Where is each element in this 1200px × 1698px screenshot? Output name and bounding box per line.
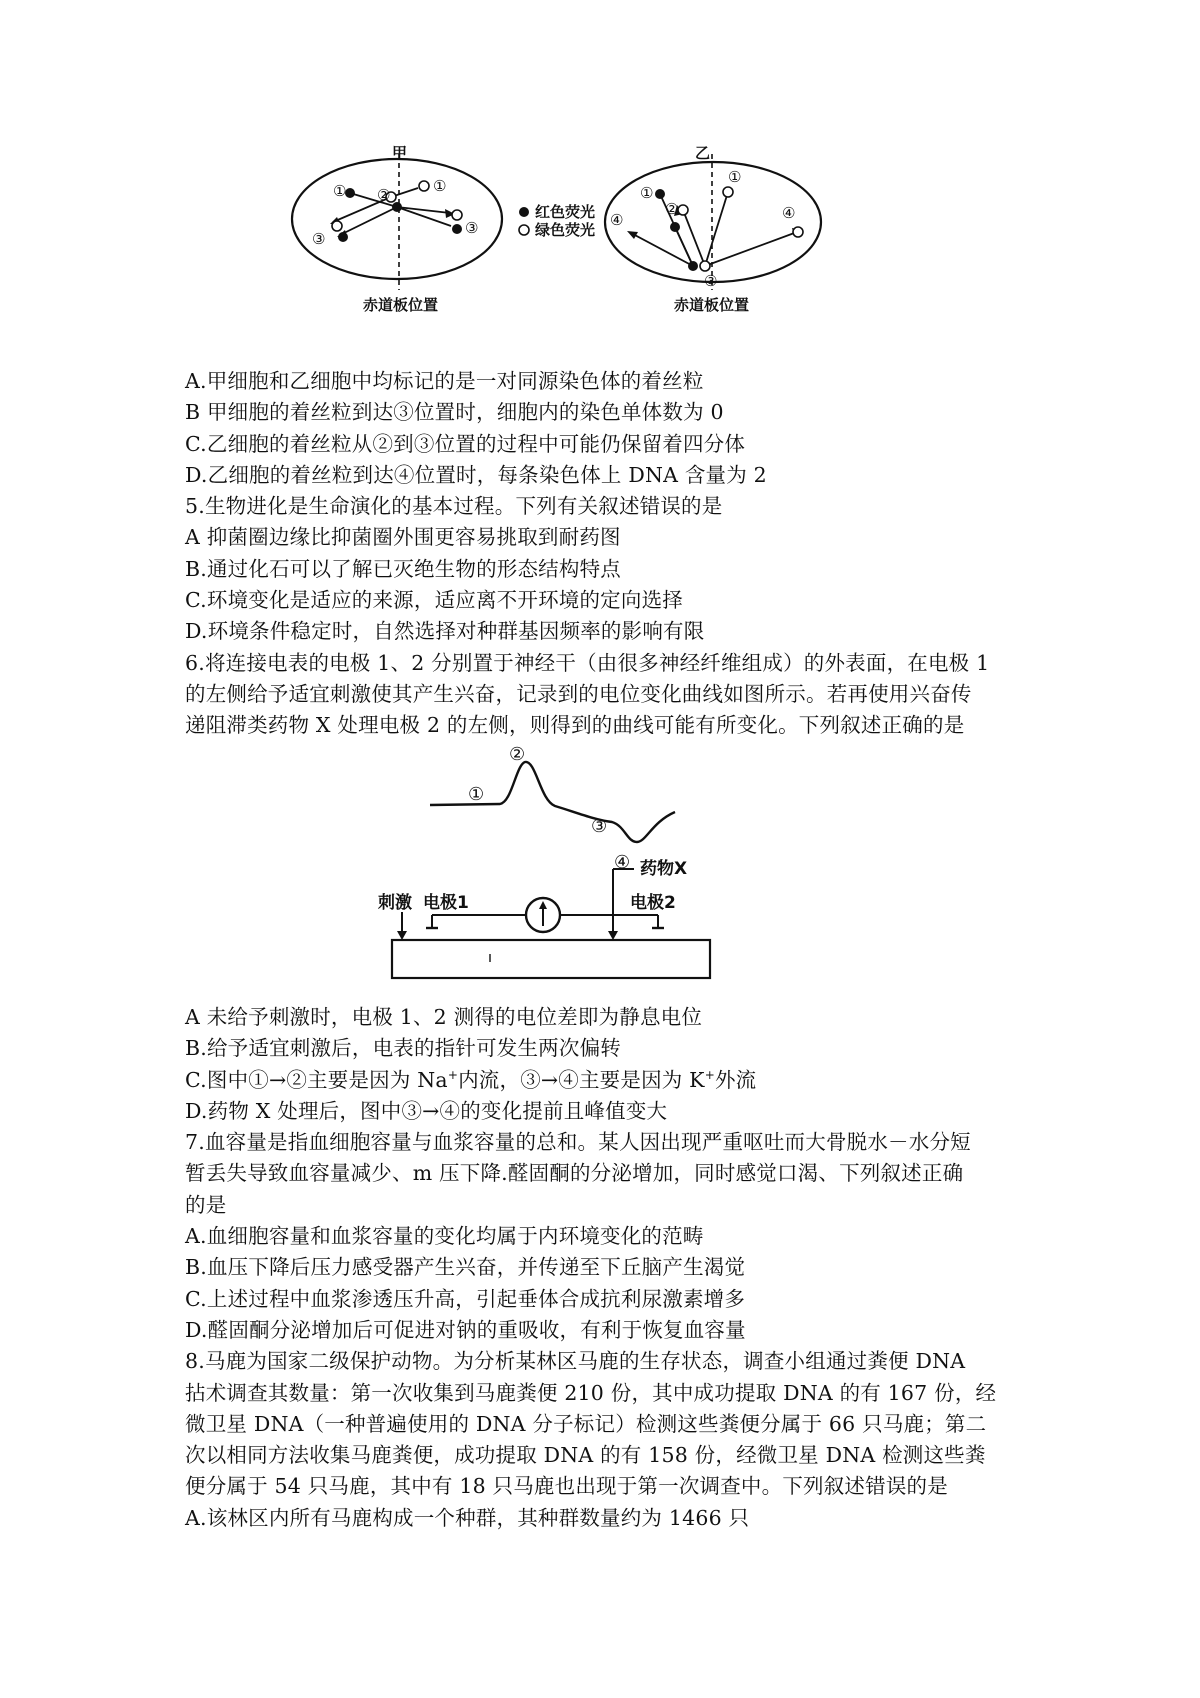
green-dot: [700, 261, 710, 271]
q7-option-d: D.醛固酮分泌增加后可促进对钠的重吸收，有利于恢复血容量: [185, 1317, 746, 1342]
q8-stem-line: 拈术调查其数量：第一次收集到马鹿粪便 210 份，其中成功提取 DNA 的有 167 份，经: [185, 1380, 997, 1405]
legend-red: 红色荧光: [535, 203, 596, 221]
drug-x-label: 药物X: [640, 859, 688, 879]
nerve-potential-figure: [378, 744, 800, 995]
green-dot: [793, 227, 803, 237]
cell-division-figure: [285, 140, 875, 340]
q5-option-a: A 抑菌圈边缘比抑菌圈外围更容易挑取到耐药图: [185, 525, 621, 550]
q6-option-d: D.药物 X 处理后，图中③→④的变化提前且峰值变大: [185, 1098, 668, 1123]
green-dot: [419, 181, 429, 191]
galvanometer: [526, 898, 560, 932]
cell-jia-title: 甲: [392, 144, 408, 162]
svg-text:④: ④: [614, 852, 631, 873]
electrode2-label: 电极2: [630, 893, 676, 913]
cell-jia-plate-label: 赤道板位置: [363, 296, 439, 314]
cell-yi-title: 乙: [695, 144, 711, 162]
svg-text:①: ①: [728, 168, 742, 186]
svg-text:②: ②: [377, 186, 391, 204]
red-dot: [338, 232, 348, 242]
svg-text:②: ②: [665, 200, 679, 218]
text-block-lower: [185, 1002, 1045, 1534]
q7-option-b: B.血压下降后压力感受器产生兴奋，并传递至下丘脑产生渴觉: [185, 1255, 746, 1280]
cell-yi: [605, 144, 821, 314]
svg-text:①: ①: [333, 182, 347, 200]
q4-option-a: A.甲细胞和乙细胞中均标记的是一对同源染色体的着丝粒: [185, 369, 704, 393]
stimulus-label: 刺激: [378, 893, 412, 913]
cell-yi-plate-label: 赤道板位置: [674, 296, 750, 314]
q6-stem-line: 6.将连接电表的电极 1、2 分别置于神经干（由很多神经纤维组成）的外表面，在电极 1: [185, 650, 990, 675]
green-dot: [723, 187, 733, 197]
svg-text:①: ①: [640, 184, 654, 202]
cell-jia: [292, 144, 502, 314]
q4-option-c: C.乙细胞的着丝粒从②到③位置的过程中可能仍保留着四分体: [185, 431, 746, 456]
q5-option-c: C.环境变化是适应的来源，适应离不开环境的定向选择: [185, 588, 683, 613]
legend: [519, 203, 595, 239]
legend-green: 绿色荧光: [535, 221, 596, 239]
q5-option-b: B.通过化石可以了解已灭绝生物的形态结构特点: [185, 556, 621, 581]
green-dot: [678, 205, 688, 215]
svg-text:①: ①: [433, 177, 447, 195]
q6-stem-line: 的左侧给予适宜刺激使其产生兴奋，记录到的电位变化曲线如图所示。若再使用兴奋传: [185, 681, 972, 706]
red-dot: [688, 261, 698, 271]
q6-option-b: B.给予适宜刺激后，电表的指针可发生两次偏转: [185, 1036, 621, 1061]
svg-text:①: ①: [468, 784, 485, 805]
nerve-trunk: [392, 940, 710, 978]
electrode1-label: 电极1: [423, 893, 469, 913]
svg-text:④: ④: [782, 204, 796, 222]
potential-curve: [430, 762, 675, 842]
svg-text:④: ④: [610, 211, 624, 229]
q4-option-b: B 甲细胞的着丝粒到达③位置时，细胞内的染色单体数为 0: [185, 400, 724, 425]
q8-stem-line: 便分属于 54 只马鹿，其中有 18 只马鹿也出现于第一次调查中。下列叙述错误的是: [185, 1474, 948, 1499]
text-block-upper: [185, 366, 1045, 742]
q6-option-c: C.图中①→②主要是因为 Na+内流，③→④主要是因为 K+外流: [185, 1067, 757, 1092]
svg-text:③: ③: [704, 272, 718, 290]
q7-stem-line: 7.血容量是指血细胞容量与血浆容量的总和。某人因出现严重呕吐而大骨脱水－水分短: [185, 1130, 971, 1155]
svg-text:③: ③: [465, 219, 479, 237]
svg-text:③: ③: [312, 230, 326, 248]
q7-option-c: C.上述过程中血浆渗透压升高，引起垂体合成抗利尿激素增多: [185, 1286, 746, 1311]
q5-option-d: D.环境条件稳定时，自然选择对种群基因频率的影响有限: [185, 619, 705, 644]
green-dot: [452, 210, 462, 220]
q7-stem-line: 的是: [185, 1192, 227, 1217]
red-dot: [670, 222, 680, 232]
q5-stem: 5.生物进化是生命演化的基本过程。下列有关叙述错误的是: [185, 494, 723, 519]
q6-option-a: A 未给予刺激时，电极 1、2 测得的电位差即为静息电位: [185, 1005, 703, 1029]
q7-option-a: A.血细胞容量和血浆容量的变化均属于内环境变化的范畴: [185, 1224, 704, 1249]
q8-stem-line: 8.马鹿为国家二级保护动物。为分析某林区马鹿的生存状态，调查小组通过粪便 DNA: [185, 1349, 966, 1374]
svg-text:②: ②: [509, 744, 526, 765]
q6-stem-line: 递阻滞类药物 X 处理电极 2 的左侧，则得到的曲线可能有所变化。下列叙述正确的是: [185, 713, 965, 738]
green-dot: [332, 221, 342, 231]
q8-option-a: A.该林区内所有马鹿构成一个种群，其种群数量约为 1466 只: [185, 1505, 750, 1530]
q7-stem-line: 暂丢失导致血容量减少、m 压下降.醛固酮的分泌增加，同时感觉口渴、下列叙述正确: [185, 1161, 964, 1186]
red-dot: [345, 188, 355, 198]
q8-stem-line: 次以相同方法收集马鹿粪便，成功提取 DNA 的有 158 份，经微卫星 DNA 检测这些粪: [185, 1443, 986, 1468]
q4-option-d: D.乙细胞的着丝粒到达④位置时，每条染色体上 DNA 含量为 2: [185, 462, 767, 487]
red-dot: [392, 202, 402, 212]
svg-text:③: ③: [591, 816, 608, 837]
q8-stem-line: 微卫星 DNA（一种普遍使用的 DNA 分子标记）检测这些粪便分属于 66 只马鹿；第二: [185, 1411, 987, 1436]
red-dot: [655, 189, 665, 199]
red-dot: [452, 224, 462, 234]
